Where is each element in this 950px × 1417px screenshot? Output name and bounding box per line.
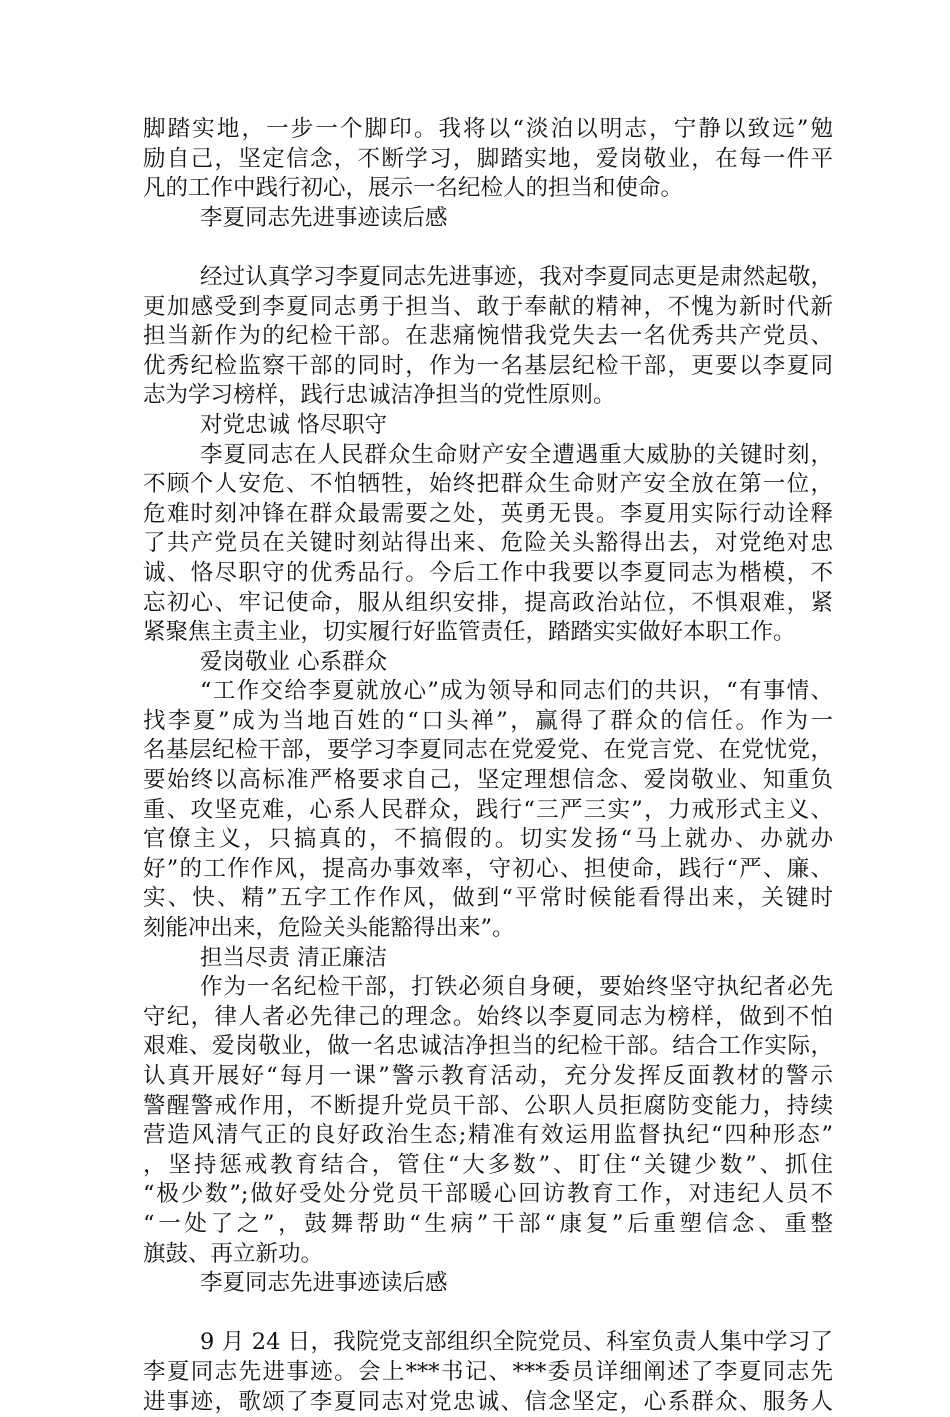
text-line: 营造风清气正的良好政治生态;精准有效运用监督执纪“四种形态”	[143, 1122, 833, 1149]
blank-line	[143, 233, 833, 263]
text-line: 好”的工作作风，提高办事效率，守初心、担使命，践行“严、廉、	[143, 855, 833, 882]
text-line: 旗鼓、再立新功。	[143, 1240, 324, 1267]
text-line: 更加感受到李夏同志勇于担当、敢于奉献的精神，不愧为新时代新	[143, 293, 833, 320]
blank-line	[143, 1299, 833, 1329]
text-line: 励自己，坚定信念，不断学习，脚踏实地，爱岗敬业，在每一件平	[143, 145, 833, 172]
text-line: 李夏同志在人民群众生命财产安全遭遇重大威胁的关键时刻，	[200, 441, 833, 468]
text-line: 艰难、爱岗敬业，做一名忠诚洁净担当的纪检干部。结合工作实际，	[143, 1033, 833, 1060]
text-line: 不顾个人安危、不怕牺牲，始终把群众生命财产安全放在第一位，	[143, 471, 833, 498]
text-line: “极少数”;做好受处分党员干部暖心回访教育工作，对违纪人员不	[143, 1181, 833, 1208]
text-line: 志为学习榜样，践行忠诚洁净担当的党性原则。	[143, 382, 616, 409]
text-line: 爱岗敬业 心系群众	[200, 648, 388, 675]
text-line: 重、攻坚克难，心系人民群众，践行“三严三实”，力戒形式主义、	[143, 796, 833, 823]
text-line: 9 月 24 日，我院党支部组织全院党员、科室负责人集中学习了	[200, 1329, 833, 1356]
text-line: 认真开展好“每月一课”警示教育活动，充分发挥反面教材的警示	[143, 1063, 833, 1089]
text-line: 官僚主义，只搞真的，不搞假的。切实发扬“马上就办、办就办	[143, 826, 833, 853]
text-line: 守纪，律人者必先律己的理念。始终以李夏同志为榜样，做到不怕	[143, 1003, 833, 1030]
text-line: 要始终以高标准严格要求自己，坚定理想信念、爱岗敬业、知重负	[143, 767, 833, 794]
text-line: 李夏同志先进事迹。会上***书记、***委员详细阐述了李夏同志先	[143, 1358, 833, 1385]
text-line: 担当新作为的纪检干部。在悲痛惋惜我党失去一名优秀共产党员、	[143, 323, 833, 350]
text-line: 对党忠诚 恪尽职守	[200, 411, 388, 438]
text-line: 诚、恪尽职守的优秀品行。今后工作中我要以李夏同志为楷模，不	[143, 559, 833, 586]
text-line: 优秀纪检监察干部的同时，作为一名基层纪检干部，更要以李夏同	[143, 352, 833, 379]
text-line: 担当尽责 清正廉洁	[200, 944, 388, 971]
text-line: 危难时刻冲锋在群众最需要之处，英勇无畏。李夏用实际行动诠释	[143, 500, 833, 527]
text-line: 忘初心、牢记使命，服从组织安排，提高政治站位，不惧艰难，紧	[143, 589, 833, 616]
text-line: 经过认真学习李夏同志先进事迹，我对李夏同志更是肃然起敬，	[200, 263, 833, 290]
text-line: 作为一名纪检干部，打铁必须自身硬，要始终坚守执纪者必先	[200, 974, 833, 1001]
text-line: 进事迹，歌颂了李夏同志对党忠诚、信念坚定，心系群众、服务人	[143, 1388, 833, 1415]
text-line: 名基层纪检干部，要学习李夏同志在党爱党、在党言党、在党忧党，	[143, 737, 833, 764]
text-line: 紧聚焦主责主业，切实履行好监管责任，踏踏实实做好本职工作。	[143, 619, 796, 646]
document-page	[143, 115, 833, 1417]
text-line: 找李夏”成为当地百姓的“口头禅”，赢得了群众的信任。作为一	[143, 707, 833, 734]
text-line: 实、快、精”五字工作作风，做到“平常时候能看得出来，关键时	[143, 885, 833, 912]
text-line: “一处了之”，鼓舞帮助“生病”干部“康复”后重塑信念、重整	[143, 1210, 833, 1237]
text-line: “工作交给李夏就放心”成为领导和同志们的共识，“有事情、	[200, 678, 833, 705]
text-line: 刻能冲出来，危险关头能豁得出来”。	[143, 915, 515, 942]
text-line: 李夏同志先进事迹读后感	[200, 1270, 448, 1297]
text-line: 警醒警戒作用，不断提升党员干部、公职人员拒腐防变能力，持续	[143, 1092, 833, 1119]
text-line: 李夏同志先进事迹读后感	[200, 204, 448, 231]
text-line: 凡的工作中践行初心，展示一名纪检人的担当和使命。	[143, 175, 684, 202]
text-line: 脚踏实地，一步一个脚印。我将以“淡泊以明志，宁静以致远”勉	[143, 116, 833, 142]
text-line: ，坚持惩戒教育结合，管住“大多数”、盯住“关键少数”、抓住	[143, 1151, 833, 1178]
text-line: 了共产党员在关键时刻站得出来、危险关头豁得出去，对党绝对忠	[143, 530, 833, 557]
